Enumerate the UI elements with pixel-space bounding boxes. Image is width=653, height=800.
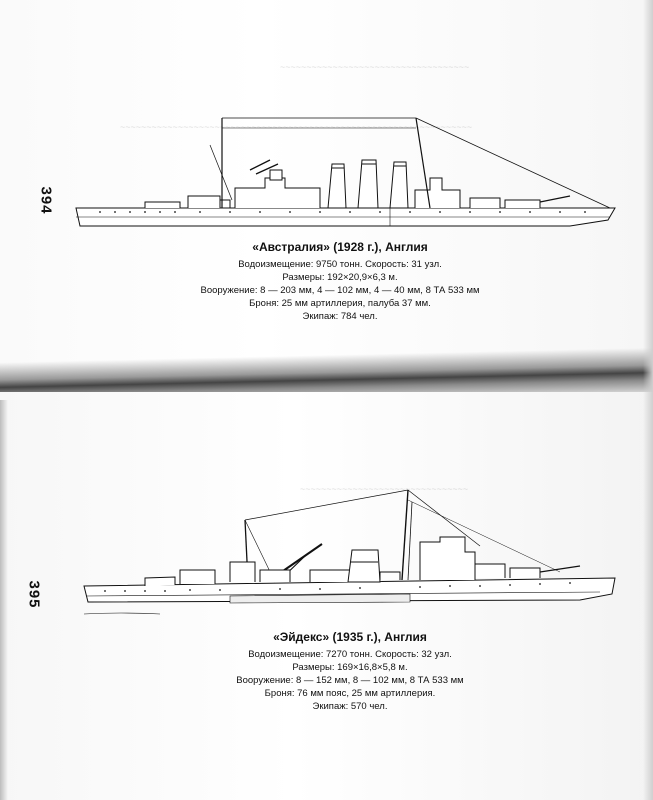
page-395: [0, 392, 653, 800]
bleed-through-text: ~~~~~~~~~~~~~~~~~~~~~~~~~~~~~~~~~~~~: [280, 62, 470, 72]
page-number: 394: [37, 186, 55, 215]
page-394: [0, 0, 653, 392]
ship-title: «Австралия» (1928 г.), Англия: [252, 240, 428, 254]
spec-armor: Броня: 25 мм артиллерия, палуба 37 мм.: [249, 298, 431, 309]
spec-crew: Экипаж: 570 чел.: [312, 701, 388, 712]
spec-displacement: Водоизмещение: 7270 тонн. Скорость: 32 узл.: [248, 649, 452, 660]
spec-dimensions: Размеры: 192×20,9×6,3 м.: [282, 272, 398, 283]
bleed-through-text: ~~~~~~~~~~~~~~~~~~~~~~~~~~~~~~~~~~~~~~~~~~~~~~~~~~~~~~~~~~~~~~~~~~~: [120, 122, 473, 132]
ship-caption-australia: [150, 240, 530, 323]
spec-armor: Броня: 76 мм пояс, 25 мм артиллерия.: [264, 688, 436, 699]
ship-caption-ajax: [160, 630, 540, 713]
page-edge-shadow: [643, 0, 653, 800]
ship-title: «Эйдекс» (1935 г.), Англия: [273, 630, 427, 644]
bleed-through-text: ~~~~~~~~~~~~~~~~~~~~~~~~~~~~~~~~: [300, 484, 469, 494]
ship-drawing-australia: [70, 100, 630, 235]
spec-armament: Вооружение: 8 — 203 мм, 4 — 102 мм, 4 — 40 мм, 8 ТА 533 мм: [200, 285, 480, 296]
spec-crew: Экипаж: 784 чел.: [302, 311, 378, 322]
spec-displacement: Водоизмещение: 9750 тонн. Скорость: 31 узл.: [238, 259, 442, 270]
page-edge-shadow: [0, 400, 8, 800]
page-number: 395: [25, 580, 43, 609]
spec-dimensions: Размеры: 169×16,8×5,8 м.: [292, 662, 408, 673]
ship-drawing-ajax: [80, 482, 625, 627]
spec-armament: Вооружение: 8 — 152 мм, 8 — 102 мм, 8 ТА 533 мм: [236, 675, 464, 686]
